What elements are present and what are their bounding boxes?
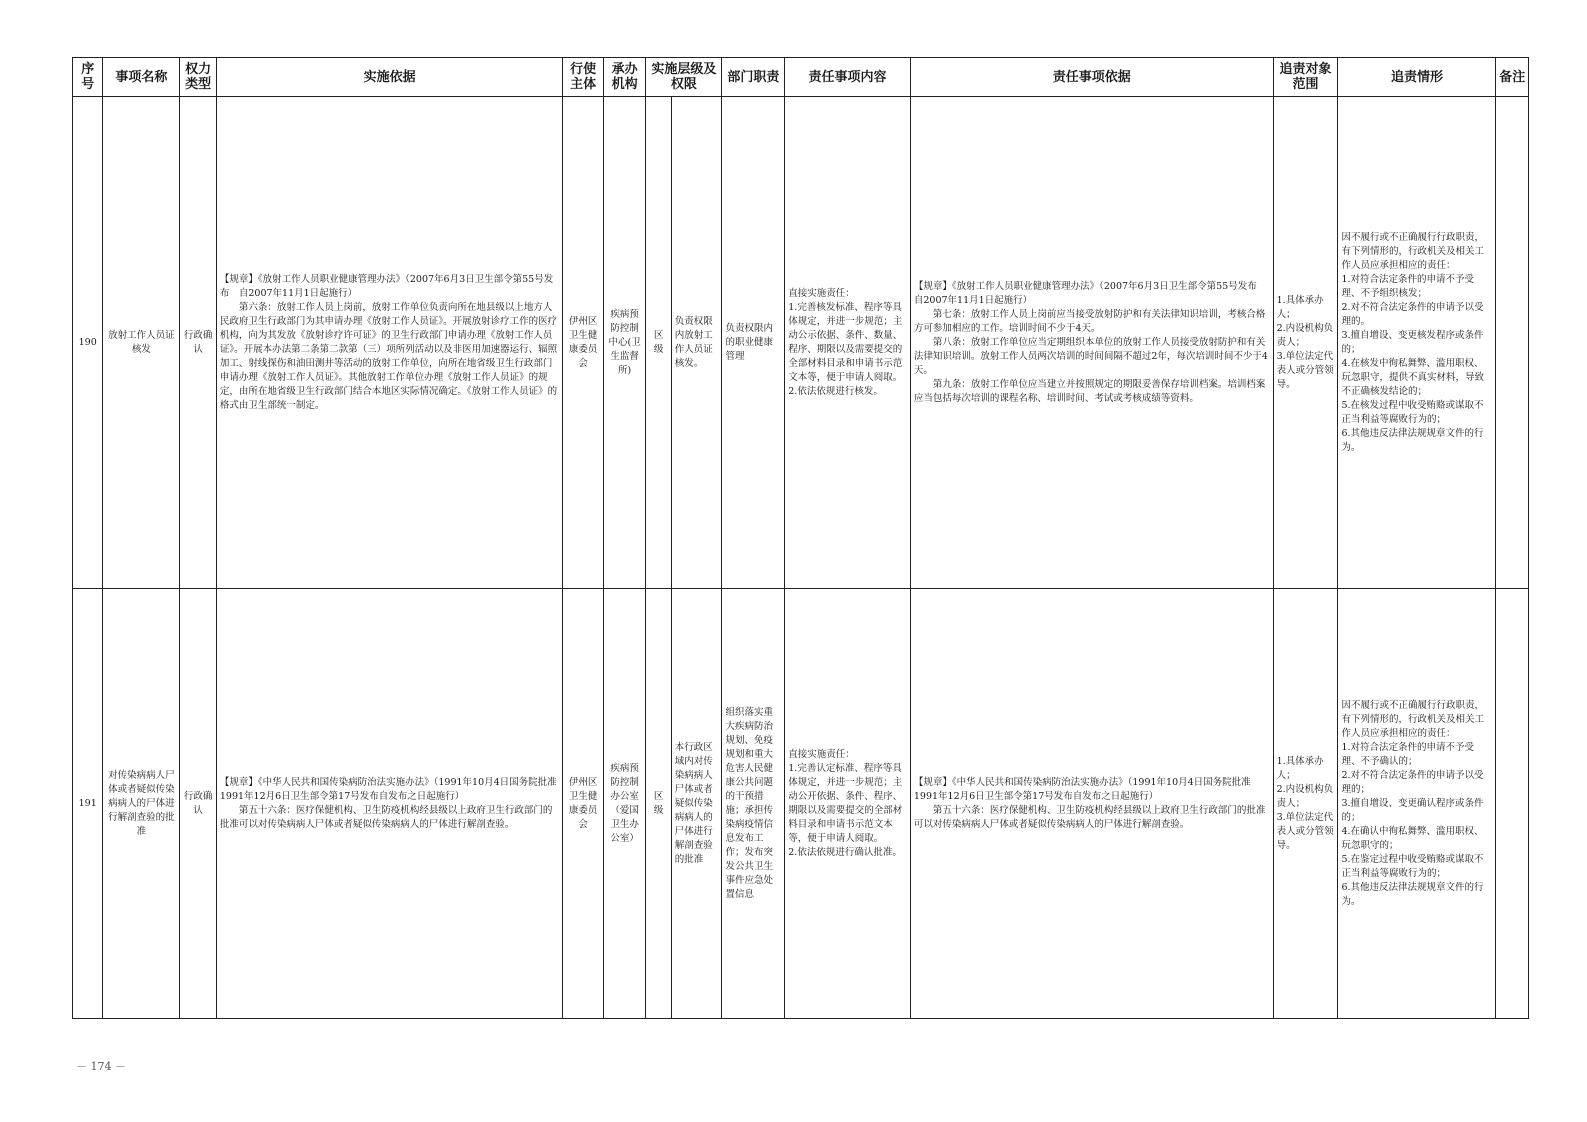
resp-basis-article: 第九条：放射工作单位应当建立并按照规定的期限妥善保存培训档案。培训档案应当包括每次培训的课程名称、培训时间、考试或考核成绩等资料。 [913,378,1266,404]
resp-basis-article: 第七条：放射工作人员上岗前应当接受放射防护和有关法律知识培训，考核合格方可参加相应的工作。培训时间不少于4天。 [913,308,1266,334]
cell-seq: 190 [73,97,103,589]
header-org: 承办机构 [603,58,646,97]
situation-line: 3.擅自增设、变更确认程序或条件的； [1341,797,1484,823]
header-situation: 追责情形 [1338,58,1496,97]
situation-line: 1.对符合法定条件的申请不予受理、不予确认的； [1341,741,1475,767]
resp-basis-article: 第八条：放射工作单位应当定期组织本单位的放射工作人员接受放射防护和有关法律知识培训。放射工作人员两次培训的时间间隔不超过2年，每次培训时间不少于4天。 [913,336,1268,376]
situation-line: 3.擅自增设、变更核发程序或条件的； [1341,329,1484,355]
situation-line: 5.在鉴定过程中收受贿赂或谋取不正当利益等腐败行为的； [1341,853,1484,879]
resp-basis-title: 【规章】《放射工作人员职业健康管理办法》（2007年6月3日卫生部令第55号发布 自2007年11月1日起施行） [913,280,1267,306]
basis-title: 【规章】《中华人民共和国传染病防治法实施办法》（1991年10月4日国务院批准1991年12月6日卫生部令第17号发布自发布之日起施行） [219,776,557,802]
cell-type: 行政确认 [180,97,216,589]
accountable-line: 1.具体承办人； [1276,755,1324,781]
cell-situation [1338,589,1496,1019]
situation-line: 因不履行或不正确履行行政职责，有下列情形的，行政机关及相关工作人员应承担相应的责任： [1341,699,1484,739]
resp-content-line: 2.依法依规进行核发。 [788,385,883,397]
cell-level: 区级 [646,97,671,589]
header-seq: 序号 [73,58,103,97]
table-row [73,589,1529,1019]
accountable-line: 1.具体承办人； [1276,294,1324,320]
cell-resp-basis [910,589,1273,1019]
resp-content-line: 直接实施责任： [788,748,855,760]
cell-name: 对传染病病人尸体或者疑似传染病病人的尸体进行解剖查验的批准 [103,589,180,1019]
cell-situation [1338,97,1496,589]
cell-type: 行政确认 [180,589,216,1019]
header-duty: 部门职责 [722,58,785,97]
situation-line: 4.在确认中徇私舞弊、滥用职权、玩忽职守的； [1341,825,1484,851]
responsibility-table [72,57,1529,1019]
basis-article: 第五十六条：医疗保健机构、卫生防疫机构经县级以上政府卫生行政部门的批准可以对传染病病人尸体或者疑似传染病病人的尸体进行解剖查验。 [219,804,553,830]
cell-duty: 负责权限内的职业健康管理 [722,97,785,589]
cell-remark [1496,97,1529,589]
resp-basis-title: 【规章】《中华人民共和国传染病防治法实施办法》（1991年10月4日国务院批准1991年12月6日卫生部令第17号发布自发布之日起施行） [913,776,1251,802]
cell-resp-content [785,97,911,589]
header-name: 事项名称 [103,58,180,97]
cell-org: 疾病预防控制中心(卫生监督所) [603,97,646,589]
situation-line: 2.对不符合法定条件的申请予以受理的。 [1341,301,1484,327]
header-accountable: 追责对象范围 [1273,58,1338,97]
accountable-line: 2.内设机构负责人； [1276,322,1334,348]
cell-name: 放射工作人员证核发 [103,97,180,589]
cell-basis [216,589,563,1019]
accountable-line: 2.内设机构负责人； [1276,783,1334,809]
cell-authority: 负责权限内放射工作人员证核发。 [671,97,722,589]
header-remark: 备注 [1496,58,1529,97]
header-row [73,58,1529,97]
resp-basis-article: 第五十六条：医疗保健机构、卫生防疫机构经县级以上政府卫生行政部门的批准可以对传染病病人尸体或者疑似传染病病人的尸体进行解剖查验。 [913,804,1266,830]
cell-resp-basis [910,97,1273,589]
resp-content-line: 2.依法依规进行确认批准。 [788,846,902,858]
accountable-line: 3.单位法定代表人或分管领导。 [1276,811,1334,851]
cell-accountable [1273,589,1338,1019]
cell-basis [216,97,563,589]
header-type: 权力类型 [180,58,216,97]
resp-content-line: 直接实施责任： [788,287,855,299]
resp-content-line: 1.完善认定标准、程序等具体规定，并进一步规范；主动公开依据、条件、程序、期限以及需要提交的全部材料目录和申请书示范文本等，便于申请人阅取。 [788,762,903,844]
cell-duty: 组织落实重大疾病防治规划、免疫规划和重大危害人民健康公共问题的干预措施；承担传染病疫情信息发布工作；发布突发公共卫生事件应急处置信息 [722,589,785,1019]
table-row [73,97,1529,589]
cell-level: 区级 [646,589,671,1019]
situation-line: 因不履行或不正确履行行政职责，有下列情形的，行政机关及相关工作人员应承担相应的责任： [1341,231,1484,271]
basis-article: 第六条：放射工作人员上岗前，放射工作单位负责向所在地县级以上地方人民政府卫生行政部门为其申请办理《放射工作人员证》。开展放射诊疗工作的医疗机构，向为其发放《放射诊疗许可证》的卫生行政部门申请办理《放射工作人员证》。开展本办法第二条第二款第（三）项所列活动以及非医用加速器运行、辐照加工、射线探伤和油田测井等活动的放射工作单位，向所在地省级卫生行政部门申请办理《放射工作人员证》。其他放射工作单位办理《放射工作人员证》的规定，由所在地省级卫生行政部门结合本地区实际情况确定。《放射工作人员证》的格式由卫生部统一制定。 [219,301,558,411]
situation-line: 2.对不符合法定条件的申请予以受理的； [1341,769,1484,795]
header-subject: 行使主体 [563,58,604,97]
header-resp-content: 责任事项内容 [785,58,911,97]
situation-line: 1.对符合法定条件的申请不予受理、不予组织核发； [1341,273,1475,299]
cell-subject: 伊州区卫生健康委员会 [563,589,604,1019]
situation-line: 6.其他违反法律法规规章文件的行为。 [1341,881,1484,907]
situation-line: 4.在核发中徇私舞弊、滥用职权、玩忽职守，提供不真实材料，导致不正确核发结论的； [1341,357,1484,397]
cell-org: 疾病预防控制办公室（爱国卫生办公室） [603,589,646,1019]
cell-authority: 本行政区域内对传染病病人尸体或者疑似传染病病人的尸体进行解剖查验的批准 [671,589,722,1019]
cell-accountable [1273,97,1338,589]
header-resp-basis: 责任事项依据 [910,58,1273,97]
cell-remark [1496,589,1529,1019]
header-basis: 实施依据 [216,58,563,97]
cell-subject: 伊州区卫生健康委员会 [563,97,604,589]
header-level: 实施层级及权限 [646,58,722,97]
cell-resp-content [785,589,911,1019]
basis-title: 【规章】《放射工作人员职业健康管理办法》（2007年6月3日卫生部令第55号发布 自2007年11月1日起施行） [219,273,554,299]
cell-seq: 191 [73,589,103,1019]
page-number: － 174 － [76,1060,126,1073]
resp-content-line: 1.完善核发标准、程序等具体规定，并进一步规范；主动公示依据、条件、数量、程序、期限以及需要提交的全部材料目录和申请书示范文本等，便于申请人阅取。 [788,301,903,383]
accountable-line: 3.单位法定代表人或分管领导。 [1276,350,1334,390]
situation-line: 5.在核发过程中收受贿赂或谋取不正当利益等腐败行为的； [1341,399,1484,425]
situation-line: 6.其他违反法律法规规章文件的行为。 [1341,427,1484,453]
